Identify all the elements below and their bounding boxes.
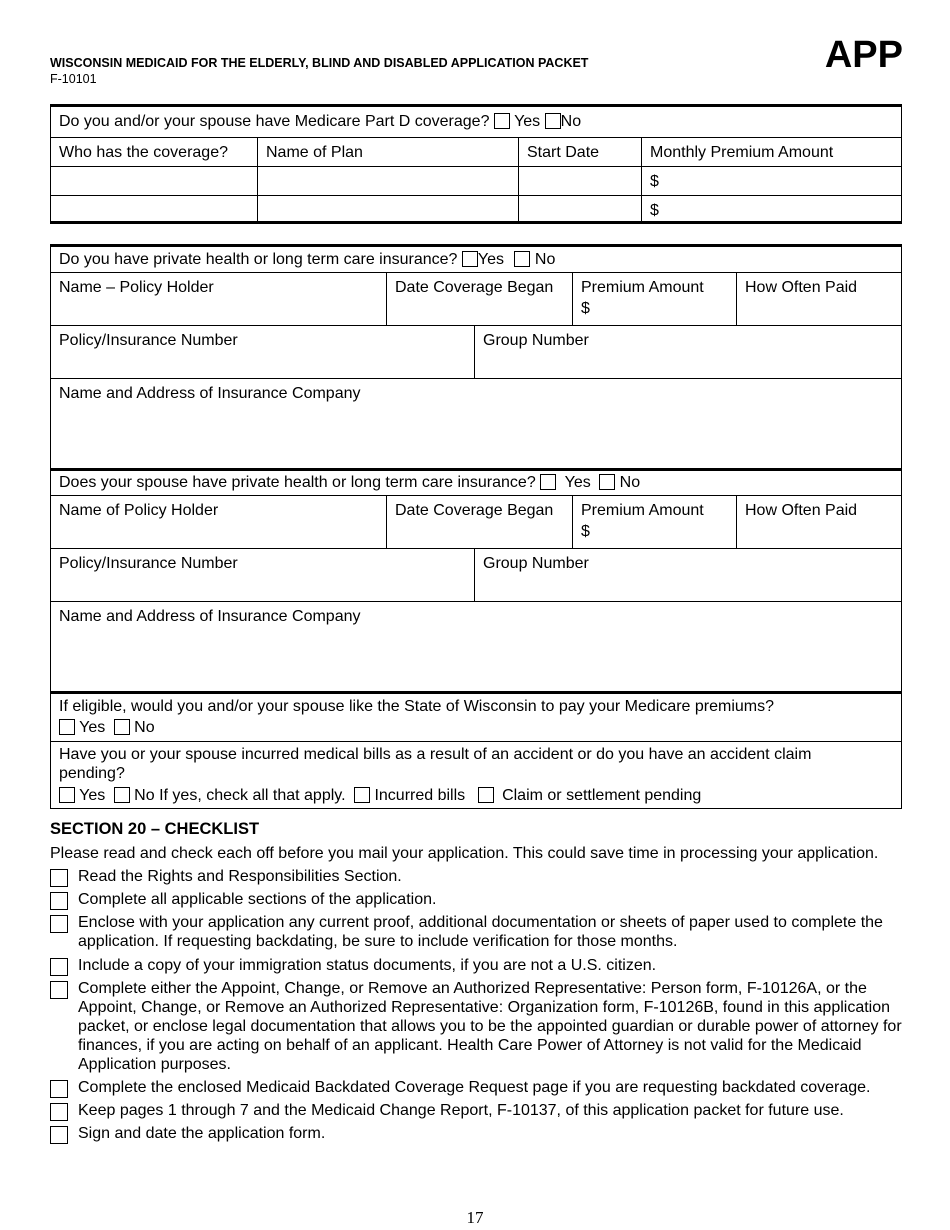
premium-amount-currency: $ xyxy=(581,300,590,318)
col-name-of-plan: Name of Plan xyxy=(266,144,363,161)
medicare-d-question-row xyxy=(59,113,581,131)
checklist-item-checkbox[interactable] xyxy=(50,892,68,910)
claim-pending-checkbox[interactable] xyxy=(478,787,494,803)
private-ins-yes-checkbox[interactable] xyxy=(462,251,478,267)
app-badge: APP xyxy=(824,34,903,76)
checklist-item-checkbox[interactable] xyxy=(50,1103,68,1121)
accident-if-yes-label: If yes, check all that apply. xyxy=(159,787,346,804)
col-who-has-coverage: Who has the coverage? xyxy=(59,144,228,161)
date-coverage-began-label: Date Coverage Began xyxy=(395,279,554,296)
spouse-premium-amount-cell xyxy=(573,496,712,546)
medicare-premiums-yes-label: Yes xyxy=(79,719,106,737)
accident-block xyxy=(51,745,871,810)
checklist-item-checkbox[interactable] xyxy=(50,1080,68,1098)
checklist-item-text: Complete all applicable sections of the application. xyxy=(78,891,437,908)
policy-holder-label: Name – Policy Holder xyxy=(59,279,214,296)
checklist-item-text: Complete the enclosed Medicaid Backdated Coverage Request page if you are requesting backdated coverage. xyxy=(78,1079,871,1096)
premium-amount-cell xyxy=(573,273,712,323)
medicare-d-yes-checkbox[interactable] xyxy=(494,113,510,129)
medicare-d-table xyxy=(50,104,902,224)
spouse-ins-yes-label: Yes xyxy=(564,474,591,491)
spouse-policy-holder-label: Name of Policy Holder xyxy=(59,502,219,519)
checklist-item-checkbox[interactable] xyxy=(50,915,68,933)
checklist-item-text: Enclose with your application any current proof, additional documentation or sheets of paper used to complete the application. If requesting backdating, be sure to include verification for those months. xyxy=(78,914,883,950)
insurance-company-label: Name and Address of Insurance Company xyxy=(59,385,361,402)
medicare-premiums-yes-checkbox[interactable] xyxy=(59,719,75,735)
incurred-bills-checkbox[interactable] xyxy=(354,787,370,803)
form-title: WISCONSIN MEDICAID FOR THE ELDERLY, BLIND AND DISABLED APPLICATION PACKET xyxy=(50,56,589,70)
checklist-intro: Please read and check each off before you mail your application. This could save time in processing your application. xyxy=(50,845,879,862)
spouse-insurance-company-label: Name and Address of Insurance Company xyxy=(59,608,361,625)
checklist-item-checkbox[interactable] xyxy=(50,869,68,887)
spouse-ins-question: Does your spouse have private health or long term care insurance? xyxy=(59,474,536,491)
checklist-item-text: Keep pages 1 through 7 and the Medicaid Change Report, F-10137, of this application packet for future use. xyxy=(78,1102,844,1119)
accident-yes-label: Yes xyxy=(79,787,106,804)
spouse-ins-yes-checkbox[interactable] xyxy=(540,474,556,490)
form-number: F-10101 xyxy=(50,72,97,86)
spouse-policy-number-label: Policy/Insurance Number xyxy=(59,555,238,572)
medicare-premiums-question: If eligible, would you and/or your spouse like the State of Wisconsin to pay your Medicare premiums? xyxy=(59,698,775,715)
page-number: 17 xyxy=(466,1208,484,1227)
accident-no-checkbox[interactable] xyxy=(114,787,130,803)
col-start-date: Start Date xyxy=(527,144,600,161)
medicare-d-no-checkbox[interactable] xyxy=(545,113,561,129)
policy-number-label: Policy/Insurance Number xyxy=(59,332,238,349)
accident-question: Have you or your spouse incurred medical bills as a result of an accident or do you have an accident claim pending? xyxy=(59,746,812,782)
private-ins-yes-label: Yes xyxy=(477,251,505,268)
checklist-item-checkbox[interactable] xyxy=(50,1126,68,1144)
checklist-item-text: Read the Rights and Responsibilities Section. xyxy=(78,868,402,885)
medicare-d-no-label: No xyxy=(560,113,582,130)
checklist-item-text: Include a copy of your immigration status documents, if you are not a U.S. citizen. xyxy=(78,957,657,974)
group-number-label: Group Number xyxy=(483,332,589,349)
spouse-ins-no-checkbox[interactable] xyxy=(599,474,615,490)
medicare-premiums-no-checkbox[interactable] xyxy=(114,719,130,735)
checklist-item-text: Complete either the Appoint, Change, or Remove an Authorized Representative: Person form, F-10126A, or the Appoint, Change, or Remove an Authorized Representative: Organization form, F-10126B, found in this application packet, or enclose legal documentation that allows you to be the appointed guardian or durable power of attorney for finances, if you are acting on behalf of an applicant. Health Care Power of Attorney is not valid for the Medicaid Application purposes. xyxy=(78,980,902,1073)
claim-pending-label: Claim or settlement pending xyxy=(502,787,702,804)
spouse-group-number-label: Group Number xyxy=(483,555,589,572)
medicare-premiums-answer-row xyxy=(59,718,774,737)
checklist-item-checkbox[interactable] xyxy=(50,981,68,999)
spouse-premium-amount-currency: $ xyxy=(581,523,590,541)
how-often-paid-label: How Often Paid xyxy=(745,279,858,296)
spouse-ins-question-row xyxy=(59,474,640,492)
premium-currency-row1: $ xyxy=(650,173,659,190)
premium-currency-row2: $ xyxy=(650,202,659,219)
spouse-ins-no-label: No xyxy=(619,474,641,491)
accident-no-label: No xyxy=(134,787,155,804)
private-ins-no-label: No xyxy=(534,251,556,268)
spouse-how-often-paid-label: How Often Paid xyxy=(745,502,858,519)
private-ins-question-row xyxy=(59,251,555,269)
premium-amount-label: Premium Amount xyxy=(581,279,704,296)
accident-answer-row xyxy=(59,786,863,805)
insurance-table xyxy=(50,244,902,809)
private-ins-no-checkbox[interactable] xyxy=(514,251,530,267)
checklist-title: SECTION 20 – CHECKLIST xyxy=(50,820,260,838)
private-ins-question: Do you have private health or long term care insurance? xyxy=(59,251,458,268)
spouse-date-coverage-began-label: Date Coverage Began xyxy=(395,502,554,519)
medicare-premiums-no-label: No xyxy=(134,719,155,737)
spouse-premium-amount-label: Premium Amount xyxy=(581,502,704,519)
checklist-item-text: Sign and date the application form. xyxy=(78,1125,326,1142)
incurred-bills-label: Incurred bills xyxy=(374,787,466,804)
medicare-premiums-block xyxy=(51,697,782,742)
accident-yes-checkbox[interactable] xyxy=(59,787,75,803)
col-monthly-premium: Monthly Premium Amount xyxy=(650,144,834,161)
medicare-d-yes-label: Yes xyxy=(514,113,541,130)
medicare-d-question: Do you and/or your spouse have Medicare Part D coverage? xyxy=(59,113,490,130)
checklist-item-checkbox[interactable] xyxy=(50,958,68,976)
